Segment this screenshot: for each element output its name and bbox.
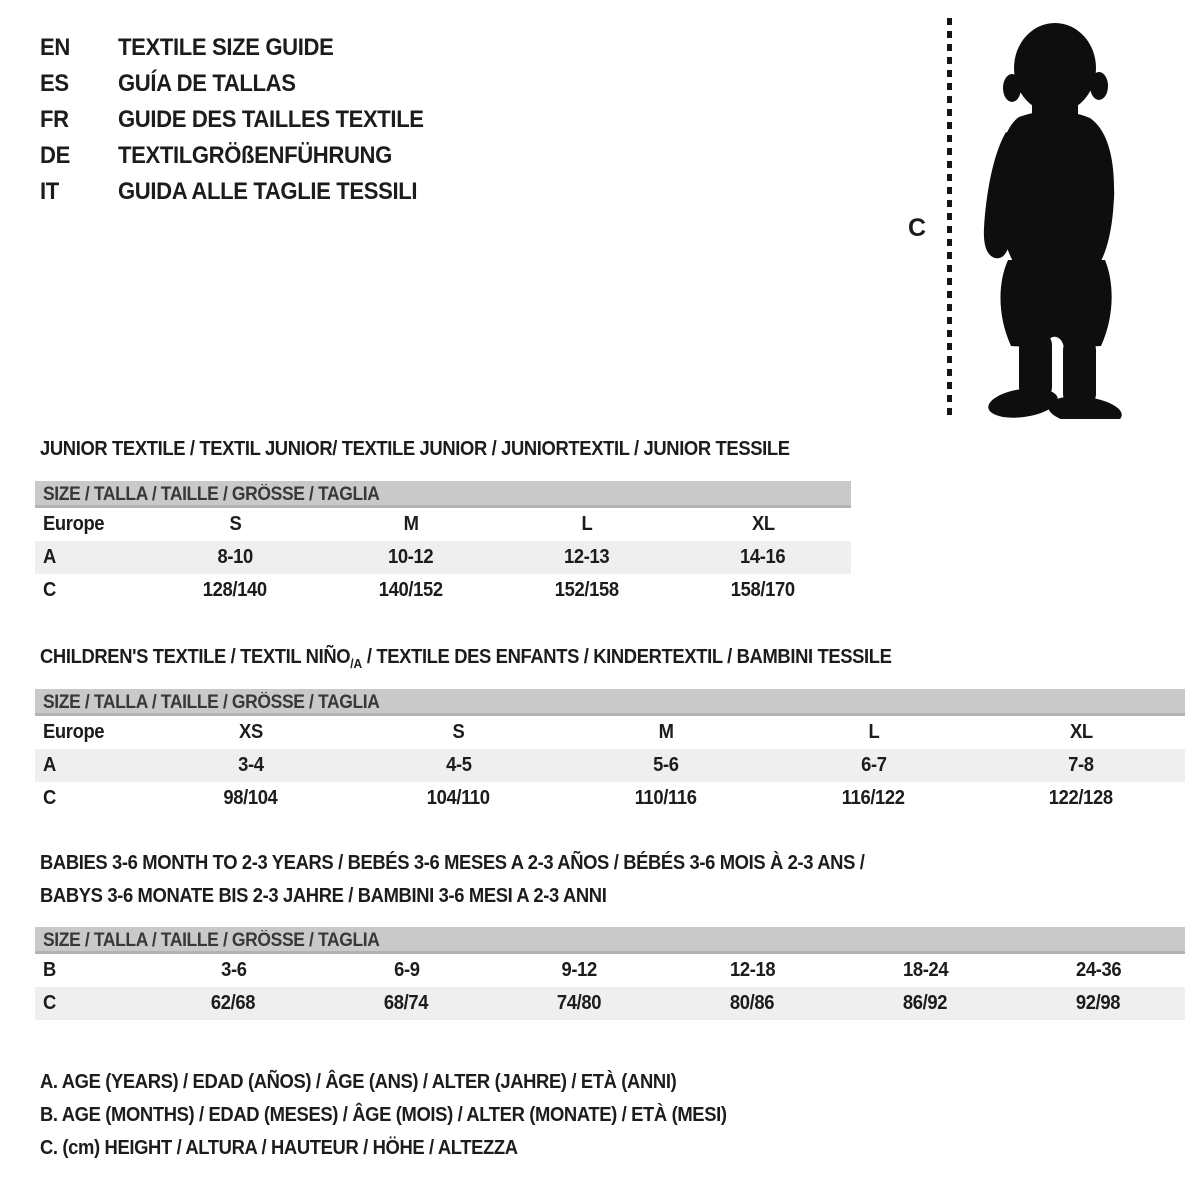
size-cell: XS <box>238 721 263 743</box>
junior-section-title: JUNIOR TEXTILE / TEXTIL JUNIOR/ TEXTILE JUNIOR / JUNIORTEXTIL / JUNIOR TESSILE <box>40 438 790 460</box>
babies-size-table <box>35 927 1185 1020</box>
value-cell: 122/128 <box>1049 787 1114 809</box>
babies-section-title-line1: BABIES 3-6 MONTH TO 2-3 YEARS / BEBÉS 3-6 MESES A 2-3 AÑOS / BÉBÉS 3-6 MOIS À 2-3 ANS / <box>40 852 865 874</box>
language-guide-title: TEXTILE SIZE GUIDE <box>118 34 334 61</box>
value-cell: 7-8 <box>1068 754 1094 776</box>
table-row-region <box>35 716 1185 749</box>
measurement-legend <box>40 1066 786 1165</box>
value-cell: 80/86 <box>730 992 775 1014</box>
value-cell: 74/80 <box>557 992 602 1014</box>
value-cell: 3-4 <box>238 754 264 776</box>
value-cell: 6-9 <box>393 959 420 981</box>
language-code: DE <box>40 142 70 169</box>
value-cell: 3-6 <box>220 959 247 981</box>
value-cell: 158/170 <box>731 579 795 601</box>
language-row-fr <box>40 102 450 138</box>
legend-height-cm: C. (cm) HEIGHT / ALTURA / HAUTEUR / HÖHE / ALTEZZA <box>40 1137 518 1159</box>
size-cell: M <box>658 721 674 743</box>
language-list <box>40 30 450 210</box>
height-measure-label: C <box>908 214 927 242</box>
language-code: ES <box>40 70 69 97</box>
value-cell: 18-24 <box>902 959 949 981</box>
language-guide-title: TEXTILGRÖßENFÜHRUNG <box>118 142 392 169</box>
row-label: Europe <box>43 721 105 743</box>
toddler-silhouette-icon <box>962 14 1142 419</box>
table-row-height-cm <box>35 574 851 607</box>
language-row-en <box>40 30 450 66</box>
row-label: A <box>43 546 56 568</box>
language-code: FR <box>40 106 69 133</box>
value-cell: 62/68 <box>211 992 256 1014</box>
value-cell: 128/140 <box>203 579 267 601</box>
table-row-age-months <box>35 954 1185 987</box>
value-cell: 24-36 <box>1075 959 1122 981</box>
row-label: B <box>43 959 56 981</box>
language-guide-title: GUÍA DE TALLAS <box>118 70 296 97</box>
row-label: A <box>43 754 56 776</box>
size-cell: S <box>452 721 465 743</box>
table-row-age-years <box>35 541 851 574</box>
language-code: EN <box>40 34 70 61</box>
size-cell: XL <box>1069 721 1093 743</box>
value-cell: 104/110 <box>426 787 490 809</box>
size-table-header: SIZE / TALLA / TAILLE / GRÖSSE / TAGLIA <box>35 927 1185 954</box>
legend-age-years: A. AGE (YEARS) / EDAD (AÑOS) / ÂGE (ANS) / ALTER (JAHRE) / ETÀ (ANNI) <box>40 1071 677 1093</box>
value-cell: 140/152 <box>379 579 443 601</box>
value-cell: 86/92 <box>903 992 948 1014</box>
value-cell: 152/158 <box>555 579 619 601</box>
row-label: C <box>43 992 56 1014</box>
language-row-it <box>40 174 450 210</box>
language-row-de <box>40 138 450 174</box>
language-row-es <box>40 66 450 102</box>
value-cell: 9-12 <box>561 959 598 981</box>
value-cell: 110/116 <box>635 787 697 809</box>
row-label: C <box>43 579 56 601</box>
value-cell: 5-6 <box>653 754 679 776</box>
size-table-header: SIZE / TALLA / TAILLE / GRÖSSE / TAGLIA <box>35 481 851 508</box>
size-cell: L <box>868 721 880 743</box>
row-label: Europe <box>43 513 105 535</box>
value-cell: 12-18 <box>729 959 776 981</box>
value-cell: 14-16 <box>740 546 786 568</box>
language-code: IT <box>40 178 59 205</box>
language-guide-title: GUIDE DES TAILLES TEXTILE <box>118 106 424 133</box>
value-cell: 98/104 <box>223 787 278 809</box>
value-cell: 116/122 <box>842 787 906 809</box>
size-cell: L <box>581 513 593 535</box>
value-cell: 68/74 <box>384 992 429 1014</box>
value-cell: 6-7 <box>860 754 887 776</box>
value-cell: 8-10 <box>217 546 253 568</box>
table-row-height-cm <box>35 987 1185 1020</box>
value-cell: 4-5 <box>445 754 472 776</box>
size-cell: M <box>403 513 419 535</box>
nino-a-subscript: /A <box>350 656 363 671</box>
table-row-region <box>35 508 851 541</box>
height-measure-dashed-line <box>947 18 952 416</box>
babies-section-title-line2: BABYS 3-6 MONATE BIS 2-3 JAHRE / BAMBINI 3-6 MESI A 2-3 ANNI <box>40 885 607 907</box>
size-cell: S <box>229 513 241 535</box>
value-cell: 12-13 <box>564 546 610 568</box>
children-size-table <box>35 689 1185 815</box>
legend-age-months: B. AGE (MONTHS) / EDAD (MESES) / ÂGE (MOIS) / ALTER (MONATE) / ETÀ (MESI) <box>40 1104 727 1126</box>
value-cell: 10-12 <box>388 546 434 568</box>
language-guide-title: GUIDA ALLE TAGLIE TESSILI <box>118 178 418 205</box>
row-label: C <box>43 787 56 809</box>
value-cell: 92/98 <box>1076 992 1121 1014</box>
table-row-age-years <box>35 749 1185 782</box>
children-section-title: CHILDREN'S TEXTILE / TEXTIL $NIÑO_{/A}$ / TEXTILE DES ENFANTS / KINDERTEXTIL / BAMBINI TESSILE <box>40 646 892 671</box>
table-row-height-cm <box>35 782 1185 815</box>
size-cell: XL <box>751 513 775 535</box>
size-table-header: SIZE / TALLA / TAILLE / GRÖSSE / TAGLIA <box>35 689 1185 716</box>
junior-size-table <box>35 481 851 607</box>
